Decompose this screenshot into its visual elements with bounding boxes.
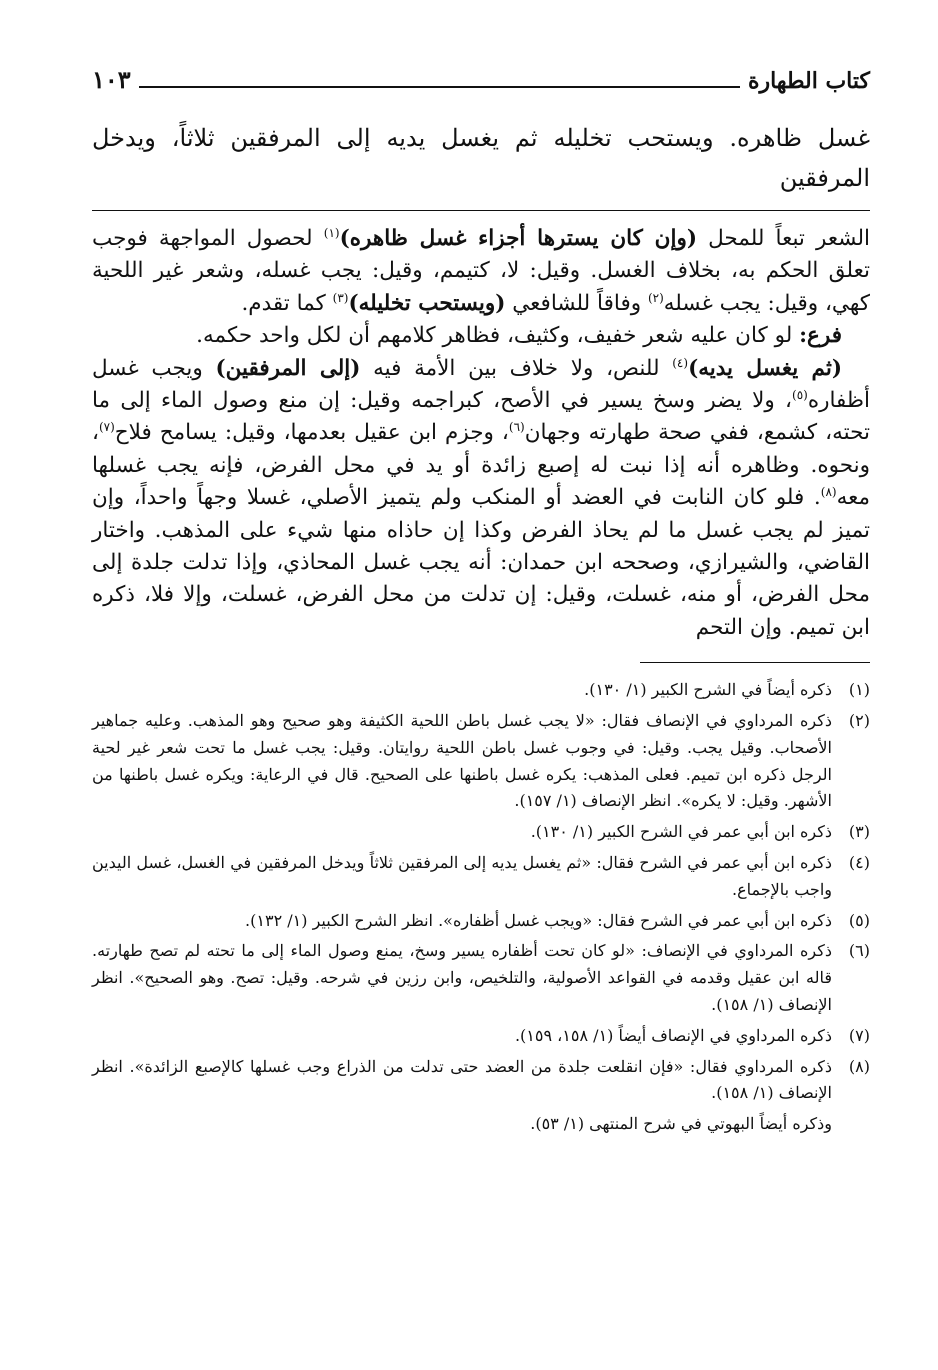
footnote-number: (٣) xyxy=(848,822,870,842)
header-rule xyxy=(139,86,740,88)
footnotes xyxy=(92,677,870,1138)
footnote-ref: (١) xyxy=(323,225,340,240)
paragraph-3: (ثم يغسل يديه)$^{(٤)}$ للنص، ولا خلاف بين الأمة فيه (إلى المرفقين) ويجب غسل أظفاره$^{(٥)}$، ولا يضر وسخ يسير في الأصح، كبراجمه وقيل: إن منع وصول الماء إلى ما تحته، كشمع، ففي صحة طهارته وجهان$^{(٦)}$، وجزم ابن عقيل بعدمها، وقيل: يسامح فلاح$^{(٧)}$، ونحوه. وظاهره أنه إذا نبت له إصبع زائدة أو يد في محل الفرض، فإنه يجب غسلها معه$^{(٨)}$. فلو كان النابت في العضد أو المنكب ولم يتميز الأصلي، غسلا وجهاً واحداً، وإن تميز لم يجب غسل ما لم يحاذ الفرض وكذا إن حاذاه منها شيء على المذهب. واختار القاضي، والشيرازي، وصححه ابن حمدان: أنه يجب غسل المحاذي، وإذا تدلت جلدة إلى محل الفرض، أو منه، غسلت، وقيل: إن تدلت من محل الفرض، غسلت، وإلا فلا، ذكره ابن تميم. وإن التحم xyxy=(92,355,870,640)
quoted-matn: (وإن كان يسترها أجزاء غسل ظاهره) xyxy=(339,226,697,251)
footnote-text: ذكره المرداوي فقال: «فإن انقلعت جلدة من العضد حتى تدلت من الذراع وجب غسلها كالإصبع الزائدة». انظر الإنصاف (١/ ١٥٨). xyxy=(92,1056,832,1103)
footnote-separator xyxy=(640,662,870,663)
paragraph-1: الشعر تبعاً للمحل (وإن كان يسترها أجزاء غسل ظاهره)$^{(١)}$ لحصول المواجهة فوجب تعلق الحكم به، بخلاف الغسل. وقيل: لا، كتيمم، وقيل: يجب غسله، وشعر غير اللحية كهي، وقيل: يجب غسله$^{(٢)}$ وفاقاً للشافعي (ويستحب تخليله)$^{(٣)}$ كما تقدم. xyxy=(92,225,870,316)
footnote-1 xyxy=(92,677,870,704)
footnote-ref: (٦) xyxy=(508,420,525,435)
quoted-matn: (إلى المرفقين) xyxy=(215,355,361,381)
running-header xyxy=(92,52,870,92)
footnote-3 xyxy=(92,819,870,846)
matn-separator xyxy=(92,210,870,211)
footnote-text: ذكره ابن أبي عمر في الشرح فقال: «ويجب غسل أظفاره». انظر الشرح الكبير (١/ ١٣٢). xyxy=(245,910,832,930)
footnote-number: (٦) xyxy=(848,941,870,961)
footnote-ref: (٨) xyxy=(820,485,837,500)
footnote-number: (٧) xyxy=(848,1025,870,1045)
page-number: ١٠٣ xyxy=(92,65,131,94)
footnote-number: (١) xyxy=(848,680,870,700)
footnote-number: (٨) xyxy=(848,1056,870,1076)
footnote-number: (٢) xyxy=(848,711,870,731)
far-label: فرع: xyxy=(799,323,842,349)
footnote-text: ذكره المرداوي في الإنصاف: «لو كان تحت أظفاره يسير وسخ، يمنع وصول الماء إلى ما تحته لم تصح طهارته. قاله ابن عقيل وقدمه في القواعد الأصولية، والتلخيص، وابن رزين في شرحه. وقيل: تصح. وهو الصحيح». انظر الإنصاف (١/ ١٥٨). xyxy=(92,941,832,1015)
footnote-ref: (٥) xyxy=(792,387,808,402)
paragraph-2: فرع: لو كان عليه شعر خفيف، وكثيف، فظاهر كلامهم أن لكل واحد حكمه. xyxy=(196,323,842,349)
quoted-matn: (ثم يغسل يديه) xyxy=(688,355,842,381)
commentary-body xyxy=(92,223,870,644)
footnote-8-continuation: وذكره أيضاً البهوتي في شرح المنتهى (١/ ٥٣). xyxy=(530,1114,832,1134)
book-title: كتاب الطهارة xyxy=(747,68,870,94)
footnote-text: ذكره ابن أبي عمر في الشرح فقال: «ثم يغسل يديه إلى المرفقين ثلاثاً ويدخل المرفقين في الغسل، غسل اليدين واجب بالإجماع. xyxy=(92,853,832,899)
footnote-text: ذكره أيضاً في الشرح الكبير (١/ ١٣٠). xyxy=(584,680,832,700)
footnote-2 xyxy=(92,708,870,815)
footnote-ref: (٤) xyxy=(672,355,689,370)
footnote-8 xyxy=(92,1054,870,1108)
footnote-text: ذكره ابن أبي عمر في الشرح الكبير (١/ ١٣٠). xyxy=(530,822,832,842)
footnote-text: ذكره المرداوي في الإنصاف أيضاً (١/ ١٥٨، ١٥٩). xyxy=(514,1025,832,1045)
footnote-text: ذكره المرداوي في الإنصاف فقال: «لا يجب غسل باطن اللحية الكثيفة وهو صحيح وهو المذهب. وعليه جماهير الأصحاب. وقيل يجب. وقيل: في وجوب غسل باطن اللحية روايتان. وقيل: يجب غسل ما تحت شعر غير لحية الرجل ذكره ابن تميم. فعلى المذهب: يكره غسل باطنها على الصحيح. قال في الرعاية: ويكره غسل باطنها من الأشهر. وقيل: لا يكره». انظر الإنصاف (١/ ١٥٧). xyxy=(92,711,832,811)
footnote-ref: (٣) xyxy=(332,290,349,305)
quoted-matn: (ويستحب تخليله) xyxy=(348,290,506,316)
footnote-6 xyxy=(92,938,870,1018)
footnote-ref: (٢) xyxy=(647,290,664,305)
footnote-4 xyxy=(92,850,870,904)
footnote-number: (٤) xyxy=(848,853,870,873)
book-page xyxy=(92,52,870,1142)
footnote-ref: (٧) xyxy=(98,420,115,435)
footnote-7 xyxy=(92,1023,870,1050)
footnote-number: (٥) xyxy=(848,910,870,930)
footnote-5 xyxy=(92,908,870,935)
matn-line: غسل ظاهره. ويستحب تخليله ثم يغسل يديه إلى المرفقين ثلاثاً، ويدخل المرفقين xyxy=(92,124,870,192)
